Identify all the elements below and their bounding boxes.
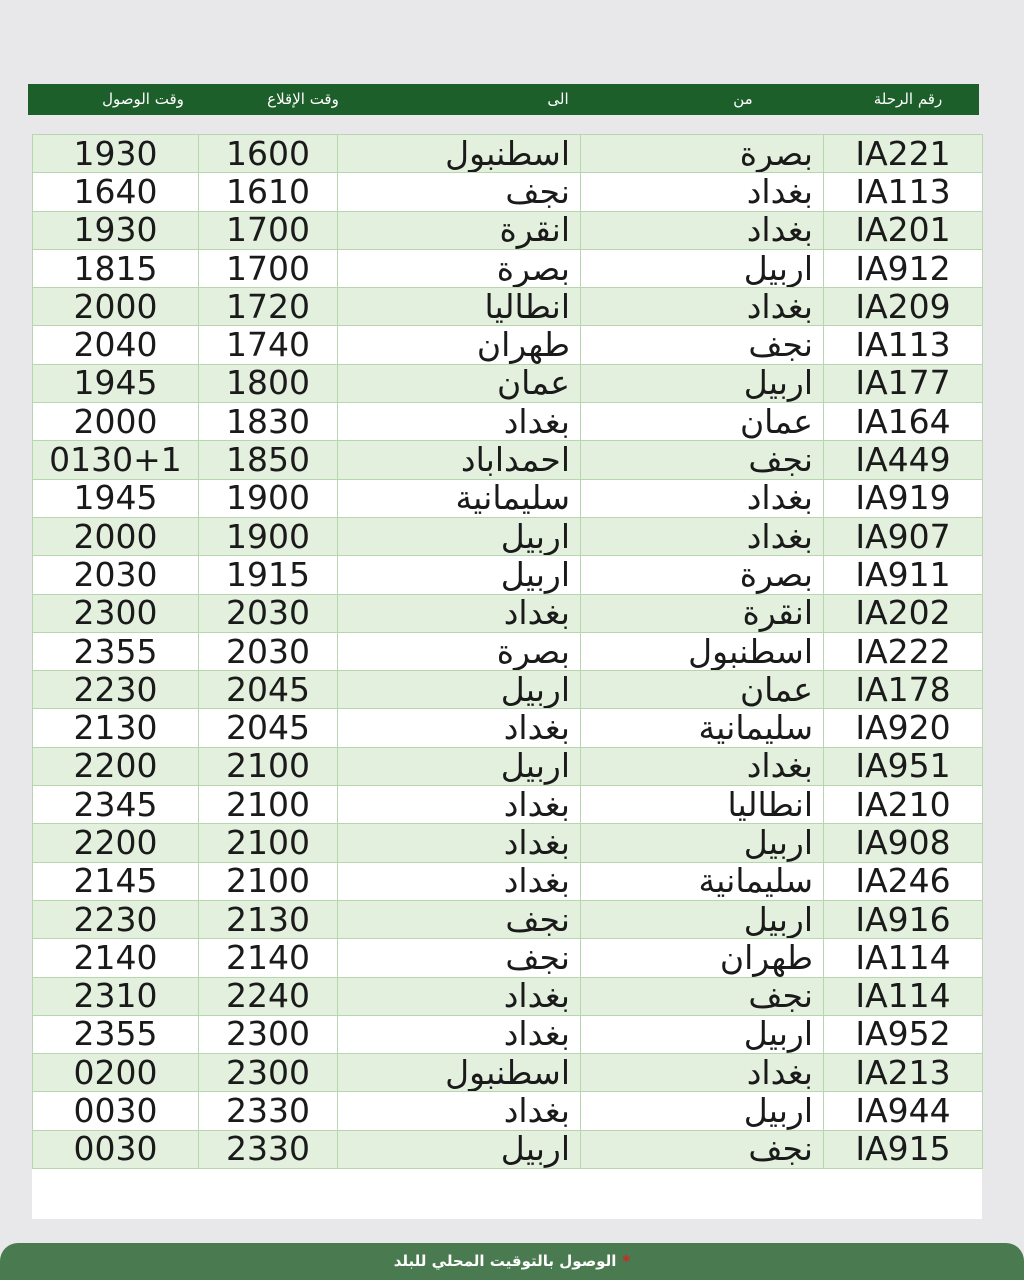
origin-cell: نجف bbox=[581, 977, 824, 1015]
arrival-cell: 2040 bbox=[33, 326, 199, 364]
departure-cell: 1600 bbox=[199, 135, 338, 173]
destination-cell: اسطنبول bbox=[338, 1054, 581, 1092]
table-row bbox=[33, 1054, 983, 1092]
origin-cell: انقرة bbox=[581, 594, 824, 632]
departure-cell: 2030 bbox=[199, 594, 338, 632]
origin-cell: عمان bbox=[581, 671, 824, 709]
flight-number-cell: IA449 bbox=[824, 441, 983, 479]
arrival-cell: 2200 bbox=[33, 824, 199, 862]
header-flight-number: رقم الرحلة bbox=[873, 90, 943, 108]
departure-cell: 1830 bbox=[199, 403, 338, 441]
departure-cell: 2330 bbox=[199, 1092, 338, 1130]
destination-cell: بغداد bbox=[338, 403, 581, 441]
origin-cell: اربيل bbox=[581, 249, 824, 287]
destination-cell: بصرة bbox=[338, 249, 581, 287]
flight-number-cell: IA201 bbox=[824, 211, 983, 249]
table-row bbox=[33, 786, 983, 824]
arrival-cell: 2145 bbox=[33, 862, 199, 900]
origin-cell: اربيل bbox=[581, 824, 824, 862]
origin-cell: اربيل bbox=[581, 900, 824, 938]
departure-cell: 2300 bbox=[199, 1015, 338, 1053]
table-row bbox=[33, 1015, 983, 1053]
origin-cell: نجف bbox=[581, 326, 824, 364]
destination-cell: سليمانية bbox=[338, 479, 581, 517]
origin-cell: بغداد bbox=[581, 1054, 824, 1092]
table-row bbox=[33, 517, 983, 555]
arrival-cell: 1640 bbox=[33, 173, 199, 211]
origin-cell: بصرة bbox=[581, 556, 824, 594]
flight-number-cell: IA221 bbox=[824, 135, 983, 173]
arrival-cell: 2030 bbox=[33, 556, 199, 594]
arrival-cell: 1945 bbox=[33, 364, 199, 402]
destination-cell: نجف bbox=[338, 939, 581, 977]
departure-cell: 2045 bbox=[199, 709, 338, 747]
table-row bbox=[33, 747, 983, 785]
table-row bbox=[33, 249, 983, 287]
arrival-cell: 1930 bbox=[33, 211, 199, 249]
destination-cell: بغداد bbox=[338, 1015, 581, 1053]
destination-cell: احمداباد bbox=[338, 441, 581, 479]
table-row bbox=[33, 441, 983, 479]
departure-cell: 1740 bbox=[199, 326, 338, 364]
arrival-cell: 2000 bbox=[33, 288, 199, 326]
departure-cell: 1610 bbox=[199, 173, 338, 211]
flight-number-cell: IA916 bbox=[824, 900, 983, 938]
table-row bbox=[33, 556, 983, 594]
destination-cell: اربيل bbox=[338, 517, 581, 555]
table-row bbox=[33, 709, 983, 747]
flight-number-cell: IA114 bbox=[824, 939, 983, 977]
flights-table bbox=[32, 134, 983, 1169]
table-row bbox=[33, 135, 983, 173]
footer-note-text: الوصول بالتوقيت المحلي للبلد bbox=[393, 1252, 617, 1270]
departure-cell: 2030 bbox=[199, 632, 338, 670]
arrival-cell: 1815 bbox=[33, 249, 199, 287]
arrival-cell: 2300 bbox=[33, 594, 199, 632]
footer-star: * bbox=[622, 1252, 631, 1270]
arrival-cell: 1930 bbox=[33, 135, 199, 173]
departure-cell: 1700 bbox=[199, 249, 338, 287]
departure-cell: 1900 bbox=[199, 479, 338, 517]
flight-number-cell: IA246 bbox=[824, 862, 983, 900]
header-from: من bbox=[733, 90, 753, 108]
departure-cell: 2140 bbox=[199, 939, 338, 977]
destination-cell: اربيل bbox=[338, 556, 581, 594]
origin-cell: بغداد bbox=[581, 517, 824, 555]
origin-cell: بغداد bbox=[581, 173, 824, 211]
destination-cell: اربيل bbox=[338, 1130, 581, 1168]
flight-number-cell: IA114 bbox=[824, 977, 983, 1015]
destination-cell: بغداد bbox=[338, 709, 581, 747]
destination-cell: بغداد bbox=[338, 824, 581, 862]
table-row bbox=[33, 1092, 983, 1130]
departure-cell: 1900 bbox=[199, 517, 338, 555]
origin-cell: بغداد bbox=[581, 479, 824, 517]
table-row bbox=[33, 211, 983, 249]
footer-note bbox=[0, 1243, 1024, 1280]
header-departure: وقت الإقلاع bbox=[267, 90, 339, 108]
origin-cell: عمان bbox=[581, 403, 824, 441]
origin-cell: نجف bbox=[581, 1130, 824, 1168]
table-row bbox=[33, 900, 983, 938]
departure-cell: 1700 bbox=[199, 211, 338, 249]
origin-cell: بغداد bbox=[581, 288, 824, 326]
arrival-cell: 0200 bbox=[33, 1054, 199, 1092]
table-row bbox=[33, 1130, 983, 1168]
header-arrival: وقت الوصول bbox=[102, 90, 184, 108]
origin-cell: اسطنبول bbox=[581, 632, 824, 670]
departure-cell: 2130 bbox=[199, 900, 338, 938]
origin-cell: سليمانية bbox=[581, 862, 824, 900]
flight-number-cell: IA210 bbox=[824, 786, 983, 824]
arrival-cell: 2140 bbox=[33, 939, 199, 977]
table-row bbox=[33, 977, 983, 1015]
destination-cell: اسطنبول bbox=[338, 135, 581, 173]
flight-number-cell: IA202 bbox=[824, 594, 983, 632]
origin-cell: بغداد bbox=[581, 211, 824, 249]
flight-number-cell: IA951 bbox=[824, 747, 983, 785]
flight-number-cell: IA915 bbox=[824, 1130, 983, 1168]
flight-number-cell: IA907 bbox=[824, 517, 983, 555]
arrival-cell: 2355 bbox=[33, 1015, 199, 1053]
destination-cell: بغداد bbox=[338, 1092, 581, 1130]
flight-number-cell: IA222 bbox=[824, 632, 983, 670]
departure-cell: 2045 bbox=[199, 671, 338, 709]
origin-cell: طهران bbox=[581, 939, 824, 977]
arrival-cell: 2230 bbox=[33, 900, 199, 938]
flight-number-cell: IA178 bbox=[824, 671, 983, 709]
departure-cell: 1720 bbox=[199, 288, 338, 326]
arrival-cell: 0030 bbox=[33, 1092, 199, 1130]
destination-cell: انقرة bbox=[338, 211, 581, 249]
flight-number-cell: IA911 bbox=[824, 556, 983, 594]
table-row bbox=[33, 671, 983, 709]
destination-cell: عمان bbox=[338, 364, 581, 402]
header-to: الى bbox=[547, 90, 569, 108]
flight-number-cell: IA209 bbox=[824, 288, 983, 326]
table-row bbox=[33, 364, 983, 402]
destination-cell: بغداد bbox=[338, 862, 581, 900]
departure-cell: 2240 bbox=[199, 977, 338, 1015]
departure-cell: 2100 bbox=[199, 747, 338, 785]
flight-number-cell: IA912 bbox=[824, 249, 983, 287]
destination-cell: انطاليا bbox=[338, 288, 581, 326]
departure-cell: 2100 bbox=[199, 824, 338, 862]
table-row bbox=[33, 824, 983, 862]
destination-cell: بغداد bbox=[338, 977, 581, 1015]
destination-cell: نجف bbox=[338, 900, 581, 938]
arrival-cell: 0130+1 bbox=[33, 441, 199, 479]
destination-cell: بغداد bbox=[338, 786, 581, 824]
arrival-cell: 0030 bbox=[33, 1130, 199, 1168]
origin-cell: اربيل bbox=[581, 1092, 824, 1130]
flights-table-body bbox=[33, 135, 983, 1169]
footer-bar bbox=[0, 1243, 1024, 1280]
arrival-cell: 2310 bbox=[33, 977, 199, 1015]
origin-cell: انطاليا bbox=[581, 786, 824, 824]
departure-cell: 1800 bbox=[199, 364, 338, 402]
destination-cell: بغداد bbox=[338, 594, 581, 632]
flight-number-cell: IA944 bbox=[824, 1092, 983, 1130]
arrival-cell: 2000 bbox=[33, 403, 199, 441]
departure-cell: 1850 bbox=[199, 441, 338, 479]
table-row bbox=[33, 594, 983, 632]
flight-number-cell: IA113 bbox=[824, 326, 983, 364]
departure-cell: 2330 bbox=[199, 1130, 338, 1168]
flight-number-cell: IA213 bbox=[824, 1054, 983, 1092]
flights-table-panel bbox=[32, 134, 982, 1219]
origin-cell: بصرة bbox=[581, 135, 824, 173]
flight-number-cell: IA113 bbox=[824, 173, 983, 211]
table-header-bar bbox=[28, 84, 979, 115]
table-row bbox=[33, 326, 983, 364]
origin-cell: بغداد bbox=[581, 747, 824, 785]
departure-cell: 2100 bbox=[199, 862, 338, 900]
arrival-cell: 2200 bbox=[33, 747, 199, 785]
departure-cell: 2100 bbox=[199, 786, 338, 824]
arrival-cell: 2355 bbox=[33, 632, 199, 670]
table-row bbox=[33, 288, 983, 326]
table-row bbox=[33, 403, 983, 441]
table-row bbox=[33, 939, 983, 977]
flight-number-cell: IA920 bbox=[824, 709, 983, 747]
table-row bbox=[33, 632, 983, 670]
arrival-cell: 2230 bbox=[33, 671, 199, 709]
flight-number-cell: IA952 bbox=[824, 1015, 983, 1053]
flight-number-cell: IA919 bbox=[824, 479, 983, 517]
destination-cell: نجف bbox=[338, 173, 581, 211]
departure-cell: 1915 bbox=[199, 556, 338, 594]
origin-cell: نجف bbox=[581, 441, 824, 479]
arrival-cell: 1945 bbox=[33, 479, 199, 517]
table-row bbox=[33, 479, 983, 517]
table-row bbox=[33, 862, 983, 900]
destination-cell: اربيل bbox=[338, 747, 581, 785]
arrival-cell: 2345 bbox=[33, 786, 199, 824]
destination-cell: اربيل bbox=[338, 671, 581, 709]
table-row bbox=[33, 173, 983, 211]
arrival-cell: 2130 bbox=[33, 709, 199, 747]
destination-cell: طهران bbox=[338, 326, 581, 364]
origin-cell: اربيل bbox=[581, 1015, 824, 1053]
arrival-cell: 2000 bbox=[33, 517, 199, 555]
flight-number-cell: IA177 bbox=[824, 364, 983, 402]
origin-cell: اربيل bbox=[581, 364, 824, 402]
flight-number-cell: IA164 bbox=[824, 403, 983, 441]
destination-cell: بصرة bbox=[338, 632, 581, 670]
origin-cell: سليمانية bbox=[581, 709, 824, 747]
departure-cell: 2300 bbox=[199, 1054, 338, 1092]
flight-number-cell: IA908 bbox=[824, 824, 983, 862]
